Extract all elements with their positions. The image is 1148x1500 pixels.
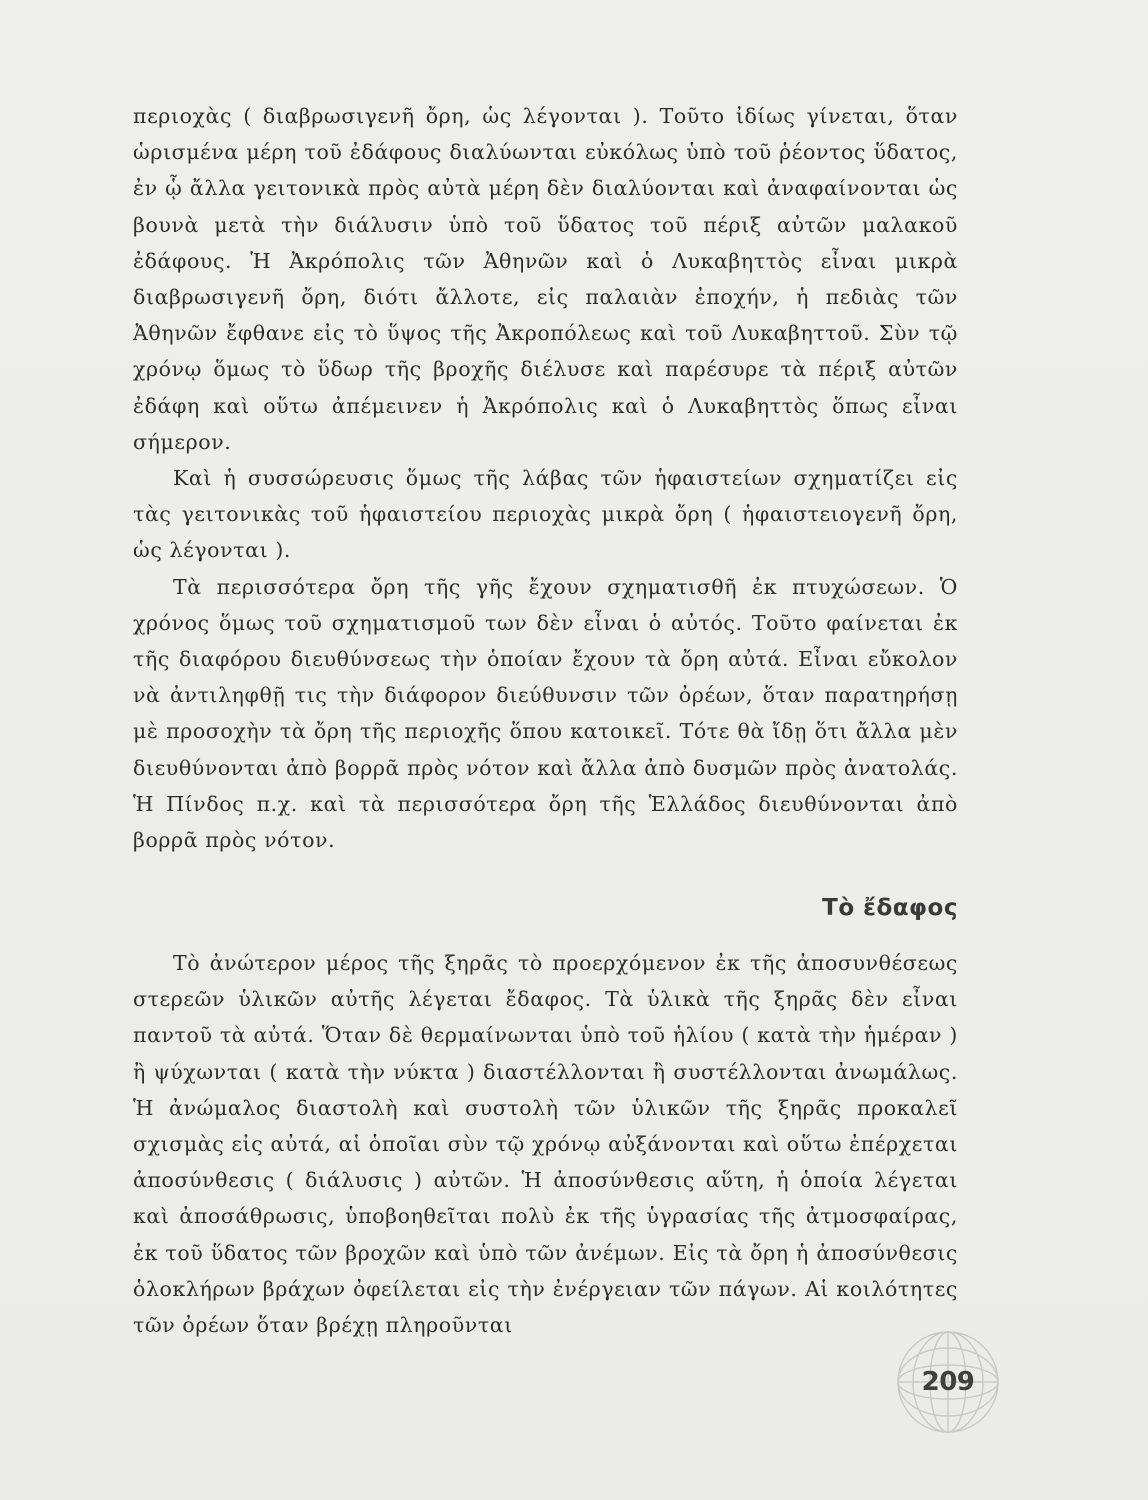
text-block-top — [133, 98, 958, 858]
page-number: 209 — [921, 1367, 975, 1397]
section-heading: Τὸ ἔδαφος — [822, 895, 958, 921]
paragraph-continuation: περιοχὰς ( διαβρωσιγενῆ ὄρη, ὡς λέγονται ). Τοῦτο ἰδίως γίνεται, ὅταν ὡρισμένα μέρη τοῦ ἐδάφους διαλύωνται εὐκόλως ὑπὸ τοῦ ῥέοντος ὕδατος, ἐν ᾧ ἄλλα γειτονικὰ πρὸς αὐτὰ μέρη δὲν διαλύονται καὶ ἀναφαίνονται ὡς βουνὰ μετὰ τὴν διάλυσιν ὑπὸ τοῦ ὕδατος τοῦ πέριξ αὐτῶν μαλακοῦ ἐδάφους. Ἡ Ἀκρόπολις τῶν Ἀθηνῶν καὶ ὁ Λυκαβηττὸς εἶναι μικρὰ διαβρωσιγενῆ ὄρη, διότι ἄλλοτε, εἰς παλαιὰν ἐποχήν, ἡ πεδιὰς τῶν Ἀθηνῶν ἔφθανε εἰς τὸ ὕψος τῆς Ἀκροπόλεως καὶ τοῦ Λυκαβηττοῦ. Σὺν τῷ χρόνῳ ὅμως τὸ ὕδωρ τῆς βροχῆς διέλυσε καὶ παρέσυρε τὰ πέριξ αὐτῶν ἐδάφη καὶ οὕτω ἀπέμεινεν ἡ Ἀκρόπολις καὶ ὁ Λυκαβηττὸς ὅπως εἶναι σήμερον. — [133, 104, 958, 454]
paragraph-fold-mountains: Τὰ περισσότερα ὄρη τῆς γῆς ἔχουν σχηματισθῆ ἐκ πτυχώσεων. Ὁ χρόνος ὅμως τοῦ σχηματισμοῦ των δὲν εἶναι ὁ αὐτός. Τοῦτο φαίνεται ἐκ τῆς διαφόρου διευθύνσεως τὴν ὁποίαν ἔχουν τὰ ὄρη αὐτά. Εἶναι εὔκολον νὰ ἀντιληφθῇ τις τὴν διάφορον διεύθυνσιν τῶν ὀρέων, ὅταν παρατηρήσῃ μὲ προσοχὴν τὰ ὄρη τῆς περιοχῆς ὅπου κατοικεῖ. Τότε θὰ ἴδῃ ὅτι ἄλλα μὲν διευθύνονται ἀπὸ βορρᾶ πρὸς νότον καὶ ἄλλα ἀπὸ δυσμῶν πρὸς ἀνατολάς. Ἡ Πίνδος π.χ. καὶ τὰ περισσότερα ὄρη τῆς Ἑλλάδος διευθύνονται ἀπὸ βορρᾶ πρὸς νότον. — [133, 574, 958, 853]
page-number-badge — [893, 1327, 1003, 1437]
text-block-soil — [133, 945, 958, 1343]
paragraph-soil: Τὸ ἀνώτερον μέρος τῆς ξηρᾶς τὸ προερχόμενον ἐκ τῆς ἀποσυνθέσεως στερεῶν ὑλικῶν αὐτῆς λέγεται ἔδαφος. Τὰ ὑλικὰ τῆς ξηρᾶς δὲν εἶναι παντοῦ τὰ αὐτά. Ὅταν δὲ θερμαίνωνται ὑπὸ τοῦ ἡλίου ( κατὰ τὴν ἡμέραν ) ἢ ψύχωνται ( κατὰ τὴν νύκτα ) διαστέλλονται ἢ συστέλλονται ἀνωμάλως. Ἡ ἀνώμαλος διαστολὴ καὶ συστολὴ τῶν ὑλικῶν τῆς ξηρᾶς προκαλεῖ σχισμὰς εἰς αὐτά, αἱ ὁποῖαι σὺν τῷ χρόνῳ αὐξάνονται καὶ οὕτω ἐπέρχεται ἀποσύνθεσις ( διάλυσις ) αὐτῶν. Ἡ ἀποσύνθεσις αὕτη, ἡ ὁποία λέγεται καὶ ἀποσάθρωσις, ὑποβοηθεῖται πολὺ ἐκ τῆς ὑγρασίας τῆς ἀτμοσφαίρας, ἐκ τοῦ ὕδατος τῶν βροχῶν καὶ ὑπὸ τῶν ἀνέμων. Εἰς τὰ ὄρη ἡ ἀποσύνθεσις ὁλοκλήρων βράχων ὀφείλεται εἰς τὴν ἐνέργειαν τῶν πάγων. Αἱ κοιλότητες τῶν ὀρέων ὅταν βρέχῃ πληροῦνται — [133, 951, 958, 1338]
paragraph-volcanic-mountains: Καὶ ἡ συσσώρευσις ὅμως τῆς λάβας τῶν ἡφαιστείων σχηματίζει εἰς τὰς γειτονικὰς τοῦ ἡφαιστείου περιοχὰς μικρὰ ὄρη ( ἡφαιστειογενῆ ὄρη, ὡς λέγονται ). — [133, 466, 958, 563]
